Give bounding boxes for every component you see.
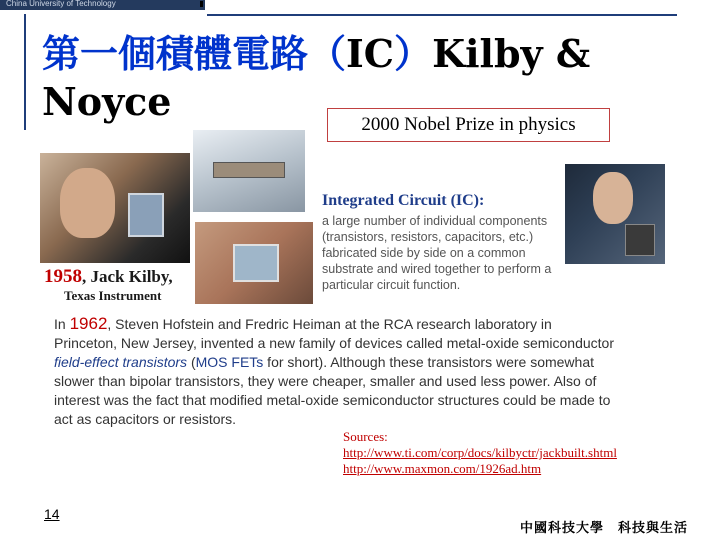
nobel-prize-box: 2000 Nobel Prize in physics — [327, 108, 610, 142]
kilby-year: 1958 — [44, 266, 82, 287]
kilby-caption — [44, 266, 173, 288]
noyce-face — [593, 172, 633, 224]
kilby-name: , Jack Kilby, — [82, 267, 173, 286]
paragraph-text: , Steven Hofstein and Fredric Heiman at the RCA research laboratory in — [107, 316, 552, 332]
source-link-ti[interactable]: http://www.ti.com/corp/docs/kilbyctr/jackbuilt.shtml — [343, 445, 617, 460]
first-ic-chip — [213, 162, 285, 178]
mosfet-term: MOS FETs — [195, 354, 264, 370]
footer-text: 中國科技大學 科技與生活 — [520, 521, 689, 536]
mosfet-paragraph — [54, 314, 644, 429]
kilby-face — [60, 168, 115, 238]
fet-term: field-effect transistors — [54, 354, 188, 370]
paragraph-line: Princeton, New Jersey, invented a new family of devices called metal-oxide semiconductor — [54, 335, 614, 351]
source-link-maxmon[interactable]: http://www.maxmon.com/1926ad.htm — [343, 461, 542, 476]
ic-definition-line: (transistors, resistors, capacitors, etc.) — [322, 230, 534, 244]
noyce-chip — [625, 224, 655, 256]
sources-label: Sources: — [343, 429, 388, 444]
ic-definition-line: a large number of individual components — [322, 214, 548, 228]
paragraph-text: for short). Although these transistors were somewhat — [263, 354, 595, 370]
sources-block — [343, 429, 617, 477]
noyce-photo — [565, 164, 665, 264]
first-ic-photo — [193, 130, 305, 212]
title-chinese-close: ） — [394, 31, 433, 76]
title-english-line2: Noyce — [42, 79, 172, 124]
kilby-company: Texas Instrument — [64, 288, 162, 303]
chip-die — [233, 244, 279, 282]
ic-definition-body — [322, 213, 562, 293]
ic-definition-line: particular circuit function. — [322, 278, 461, 292]
ic-definition-line: substrate and wired together to perform a — [322, 262, 552, 276]
title-ic: IC — [346, 31, 395, 76]
paragraph-line — [54, 353, 644, 372]
page-number: 14 — [44, 506, 60, 522]
title-chinese: 第一個積體電路（ — [42, 31, 347, 76]
kilby-chip — [128, 193, 164, 237]
ic-definition-heading: Integrated Circuit (IC): — [322, 192, 485, 209]
kilby-photo — [40, 153, 190, 263]
chip-in-fingers-photo — [195, 222, 313, 304]
paragraph-line: act as capacitors or resistors. — [54, 411, 237, 427]
institution-name: China University of Technology — [6, 0, 116, 8]
ic-definition-line: fabricated side by side on a common — [322, 246, 526, 260]
paragraph-text: In — [54, 316, 70, 332]
institution-banner — [0, 0, 205, 10]
mosfet-year: 1962 — [69, 314, 108, 333]
banner-marker — [200, 1, 203, 7]
paragraph-text: ( — [187, 354, 196, 370]
paragraph-line: slower than bipolar transistors, they were cheaper, smaller and used less power. Also of — [54, 373, 597, 389]
top-rule — [207, 14, 677, 16]
paragraph-line — [54, 314, 644, 334]
left-rule — [24, 14, 26, 130]
paragraph-line: interest was the fact that modified metal-oxide semiconductor structures could be made to — [54, 392, 611, 408]
title-english-line1: Kilby & — [432, 31, 591, 76]
